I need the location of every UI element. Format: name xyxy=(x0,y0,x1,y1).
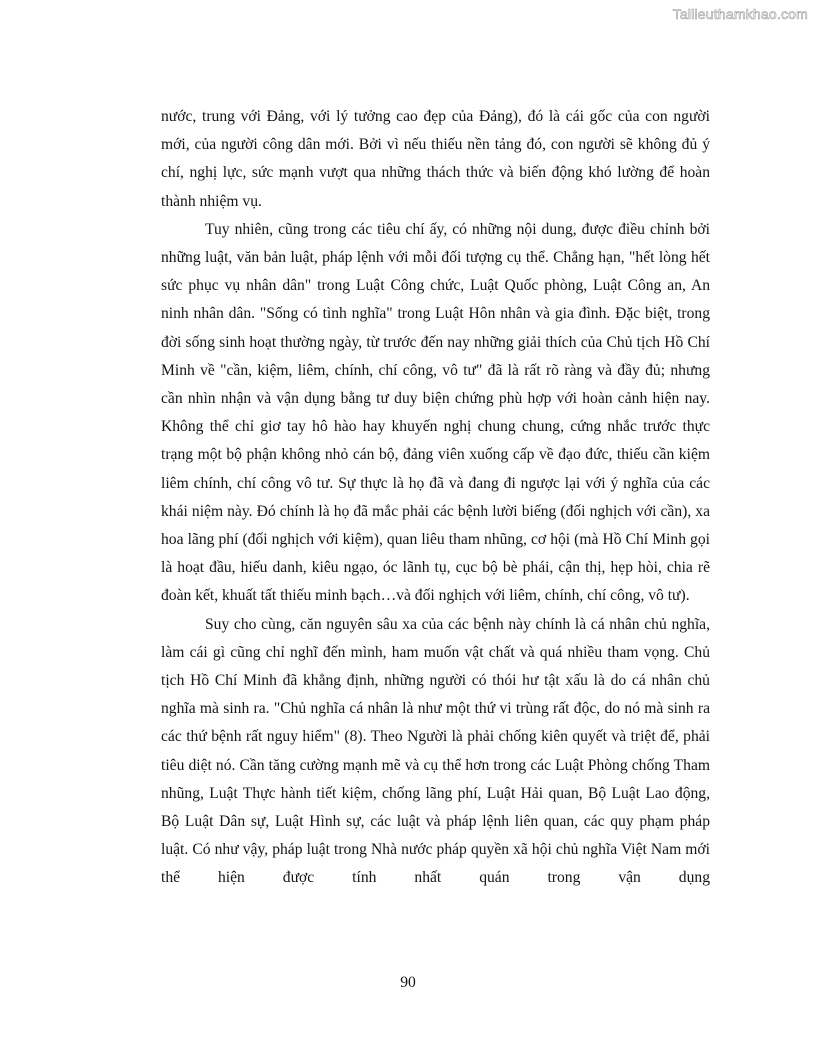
line: mới, của người công dân mới. Bởi vì nếu thiếu nền tảng đó, con người sẽ không đủ xyxy=(161,136,698,154)
line: nhân chủ nghĩa mà sinh ra. "Chủ nghĩa cá nhân là như một thứ vi trùng rất độc, do xyxy=(161,672,710,718)
line: liêu tham nhũng, cơ hội (mà Hồ Chí Minh gọi là hoạt đầu, hiếu danh, kiêu ngạo, óc xyxy=(161,531,710,577)
line: quyết và triệt để, phải tiêu diệt nó. Cần tăng cường mạnh mẽ và cụ thể hơn trong xyxy=(161,728,710,774)
line: Suy cho cùng, căn nguyên sâu xa của các bệnh này chính là cá nhân chủ xyxy=(205,615,667,633)
paragraph-1 xyxy=(161,103,710,216)
line: Đặc biệt, trong đời sống sinh hoạt thường ngày, từ trước đến nay những giải thích xyxy=(161,305,711,351)
line: bệnh lười biếng (đối nghịch với cần), xa hoa lãng phí (đối nghịch với kiệm), quan xyxy=(161,502,710,549)
line: hoàn thành nhiệm vụ. xyxy=(161,164,711,210)
line: Công an, An ninh nhân dân. "Sống có tình nghĩa" trong Luật Hôn nhân và gia đình. xyxy=(161,277,711,323)
line: các Luật Phòng chống Tham nhũng, Luật Thực hành tiết kiệm, chống lãng phí, Luật xyxy=(161,756,710,802)
paragraph-3 xyxy=(161,611,710,893)
line: Hải quan, Bộ Luật Lao động, Bộ Luật Dân sự, Luật Hình sự, các luật và pháp lệnh xyxy=(161,784,710,831)
line: nước, trung với Đảng, với lý tưởng cao đẹp của Đảng), đó là cái gốc của con người xyxy=(161,108,710,125)
line: của Chủ tịch Hồ Chí Minh về "cần, kiệm, liêm, chính, chí công, vô tư" đã là rất rõ xyxy=(161,333,710,379)
line: nghĩa, làm cái gì cũng chỉ nghĩ đến mình, ham muốn vật chất và quá nhiều tham xyxy=(161,615,710,661)
line: lãnh tụ, cục bộ bè phái, cận thị, hẹp hòi, chia rẽ đoàn kết, khuất tất thiếu minh xyxy=(161,559,711,605)
page-number: 90 xyxy=(400,974,416,991)
line: cấp về đạo đức, thiếu cần kiệm liêm chính, chí công vô tư. Sự thực là họ đã và đang xyxy=(161,446,710,492)
line: bạch…và đối nghịch với liêm, chính, chí công, vô tư). xyxy=(351,587,690,605)
line: chung, cứng nhắc trước thực trạng một bộ phận không nhỏ cán bộ, đảng viên xuống xyxy=(161,418,710,464)
line: đi ngược lại với ý nghĩa của các khái niệm này. Đó chính là họ đã mắc phải các xyxy=(161,474,711,520)
document-body xyxy=(161,103,710,893)
line: lòng hết sức phục vụ nhân dân" trong Luật Công chức, Luật Quốc phòng, Luật xyxy=(161,249,710,295)
line: với hoàn cảnh hiện nay. Không thể chỉ giơ tay hô hào hay khuyến nghị chung xyxy=(161,390,710,436)
line: nó mà sinh ra các thứ bệnh rất nguy hiểm" (8). Theo Người là phải chống kiên xyxy=(161,700,711,746)
line: ý chí, nghị lực, sức mạnh vượt qua những thách thức và biến động khó lường để xyxy=(161,136,710,182)
watermark: Tailieuthamkhao.com xyxy=(672,6,808,22)
paragraph-2 xyxy=(161,216,710,611)
line: quyền xã hội chủ nghĩa Việt Nam mới thể hiện được tính nhất quán trong vận dụng xyxy=(161,841,710,887)
line: bởi những luật, văn bản luật, pháp lệnh với mỗi đối tượng cụ thể. Chẳng hạn, "hết xyxy=(161,220,710,267)
line: Tuy nhiên, cũng trong các tiêu chí ấy, có những nội dung, được điều chỉnh xyxy=(205,220,685,238)
line: ràng và đầy đủ; nhưng cần nhìn nhận và vận dụng bằng tư duy biện chứng phù hợp xyxy=(161,361,710,408)
line: vọng. Chủ tịch Hồ Chí Minh đã khẳng định, những người có thói hư tật xấu là do cá xyxy=(161,643,711,690)
line: liên quan, các quy phạm pháp luật. Có như vậy, pháp luật trong Nhà nước pháp xyxy=(161,813,710,859)
